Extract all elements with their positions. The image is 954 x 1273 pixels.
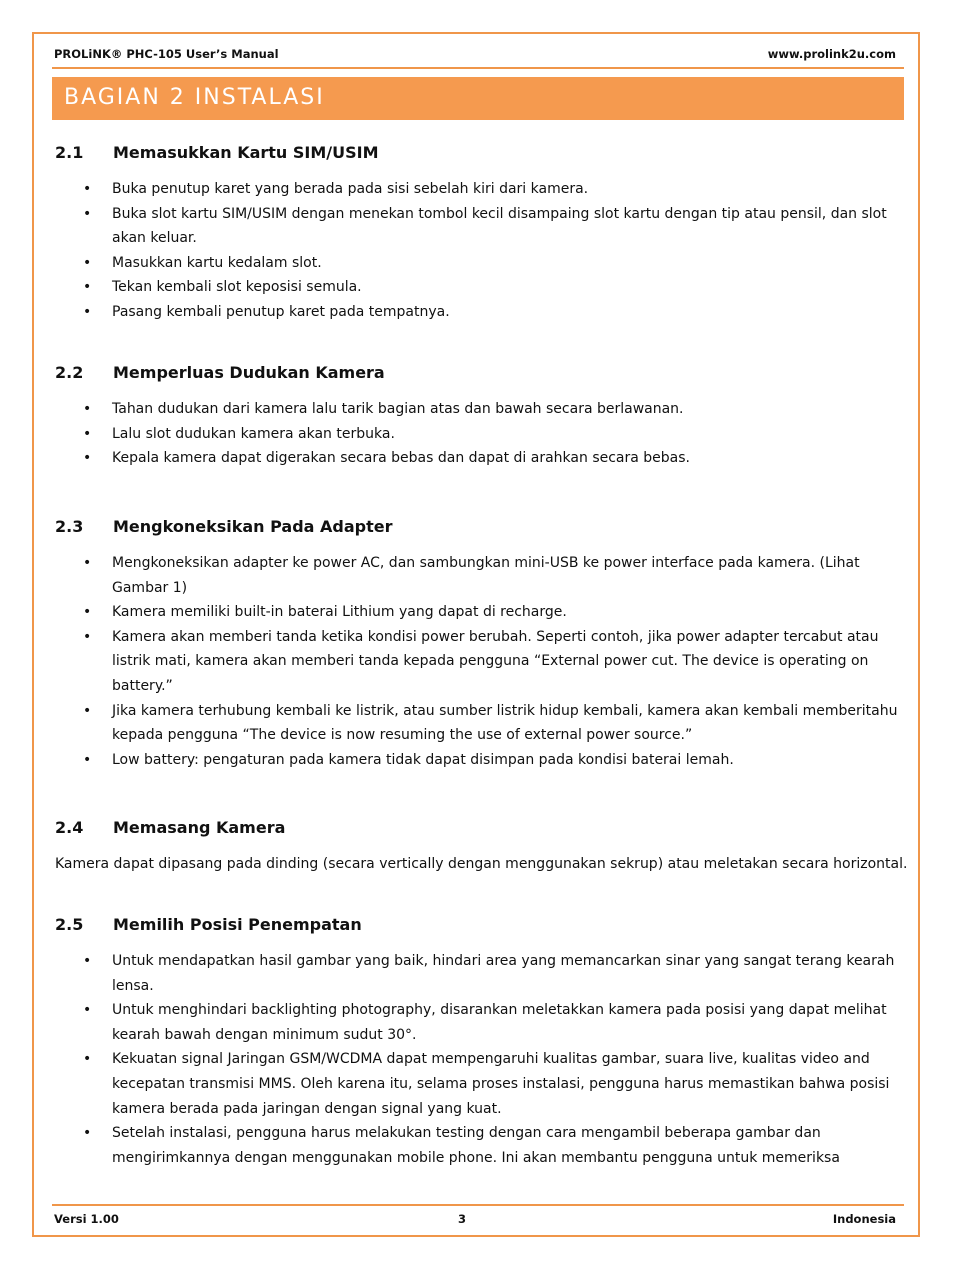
list-item-text: Buka penutup karet yang berada pada sisi sebelah kiri dari kamera. (112, 181, 589, 197)
header-manual-title: PROLiNK® PHC-105 User’s Manual (54, 47, 279, 61)
bullet-icon: • (83, 1051, 92, 1068)
section-number: 2.1 (55, 143, 84, 162)
page-number: 3 (458, 1212, 467, 1226)
bullet-list-2-5 (0, 949, 904, 1170)
section-title: Mengkoneksikan Pada Adapter (113, 517, 393, 536)
section-title: Memilih Posisi Penempatan (113, 915, 362, 934)
header-website: www.prolink2u.com (767, 47, 896, 61)
list-item (0, 998, 904, 1047)
list-item-text: Tekan kembali slot keposisi semula. (112, 279, 362, 296)
list-item-text: Untuk mendapatkan hasil gambar yang baik, hindari area yang memancarkan sinar yang sangat terang kearah lensa. (112, 953, 895, 994)
list-item (0, 275, 904, 300)
list-item (0, 202, 904, 251)
chapter-banner (52, 77, 904, 120)
footer-rule (52, 1204, 904, 1206)
bullet-icon: • (83, 1002, 92, 1019)
list-item (0, 1047, 904, 1121)
section-number: 2.3 (55, 517, 84, 536)
section-title: Memasukkan Kartu SIM/USIM (113, 143, 379, 162)
footer-version: Versi 1.00 (54, 1212, 119, 1226)
bullet-icon: • (83, 205, 92, 222)
section-title: Memasang Kamera (113, 818, 286, 837)
section-heading-2-2 (55, 363, 385, 382)
list-item (0, 177, 904, 202)
section-heading-2-1 (55, 143, 379, 162)
list-item (0, 446, 904, 471)
bullet-list-2-2 (0, 397, 904, 471)
list-item (0, 748, 904, 773)
list-item (0, 699, 904, 748)
bullet-icon: • (83, 425, 92, 442)
list-item-text: Lalu slot dudukan kamera akan terbuka. (112, 425, 395, 442)
bullet-icon: • (83, 401, 92, 417)
list-item (0, 422, 904, 447)
bullet-icon: • (83, 450, 92, 467)
list-item-text: Tahan dudukan dari kamera lalu tarik bagian atas dan bawah secara berlawanan. (112, 401, 684, 417)
list-item (0, 1121, 904, 1170)
bullet-list-2-1 (0, 177, 904, 325)
section-paragraph: Kamera dapat dipasang pada dinding (secara vertically dengan menggunakan sekrup) atau meletakan secara horizontal. (55, 856, 908, 872)
list-item-text: Kamera memiliki built-in baterai Lithium yang dapat di recharge. (112, 604, 567, 621)
bullet-icon: • (83, 303, 92, 320)
bullet-icon: • (83, 702, 92, 719)
bullet-icon: • (83, 181, 92, 197)
list-item-text: Masukkan kartu kedalam slot. (112, 254, 322, 271)
list-item (0, 625, 904, 699)
list-item (0, 600, 904, 625)
list-item (0, 251, 904, 276)
bullet-icon: • (83, 254, 92, 271)
list-item-text: Kepala kamera dapat digerakan secara bebas dan dapat di arahkan secara bebas. (112, 450, 690, 467)
bullet-icon: • (83, 555, 92, 571)
section-heading-2-5 (55, 915, 362, 934)
bullet-icon: • (83, 604, 92, 621)
header-rule (52, 67, 904, 69)
list-item (0, 949, 904, 998)
section-heading-2-4 (55, 818, 285, 837)
list-item (0, 300, 904, 325)
list-item-text: Mengkoneksikan adapter ke power AC, dan sambungkan mini-USB ke power interface pada kamera. (Lihat Gambar 1) (112, 555, 860, 596)
section-title: Memperluas Dudukan Kamera (113, 363, 385, 382)
list-item (0, 397, 904, 422)
list-item-text: Pasang kembali penutup karet pada tempatnya. (112, 303, 450, 320)
list-item-text: Setelah instalasi, pengguna harus melakukan testing dengan cara mengambil beberapa gambar dan mengirimkannya dengan menggunakan mobile phone. Ini akan membantu pengguna untuk memeriksa (112, 1125, 840, 1166)
bullet-list-2-3 (0, 551, 904, 772)
bullet-icon: • (83, 628, 92, 645)
list-item-text: Jika kamera terhubung kembali ke listrik, atau sumber listrik hidup kembali, kamera akan kembali memberitahu kepada pengguna “The device is now resuming the use of external power source.” (112, 702, 898, 744)
list-item-text: Untuk menghindari backlighting photography, disarankan meletakkan kamera pada posisi yang dapat melihat kearah bawah dengan minimum sudut 30°. (112, 1002, 887, 1043)
section-heading-2-3 (55, 517, 393, 536)
section-number: 2.4 (55, 818, 84, 837)
list-item-text: Low battery: pengaturan pada kamera tidak dapat disimpan pada kondisi baterai lemah. (112, 751, 734, 768)
list-item-text: Kekuatan signal Jaringan GSM/WCDMA dapat mempengaruhi kualitas gambar, suara live, kualitas video and kecepatan transmisi MMS. Oleh karena itu, selama proses instalasi, pengguna harus memastikan bahwa posisi kamera berada pada jaringan dengan signal yang kuat. (112, 1051, 890, 1117)
bullet-icon: • (83, 953, 92, 969)
bullet-icon: • (83, 1125, 92, 1142)
section-number: 2.2 (55, 363, 84, 382)
list-item-text: Buka slot kartu SIM/USIM dengan menekan tombol kecil disampaing slot kartu dengan tip atau pensil, dan slot akan keluar. (112, 205, 887, 247)
list-item (0, 551, 904, 600)
section-number: 2.5 (55, 915, 84, 934)
list-item-text: Kamera akan memberi tanda ketika kondisi power berubah. Seperti contoh, jika power adapter tercabut atau listrik mati, kamera akan memberi tanda kepada pengguna “External power cut. The device is operating on battery.” (112, 628, 879, 694)
bullet-icon: • (83, 751, 92, 768)
chapter-title: BAGIAN 2 INSTALASI (64, 85, 325, 110)
bullet-icon: • (83, 279, 92, 296)
footer-language: Indonesia (832, 1212, 896, 1226)
